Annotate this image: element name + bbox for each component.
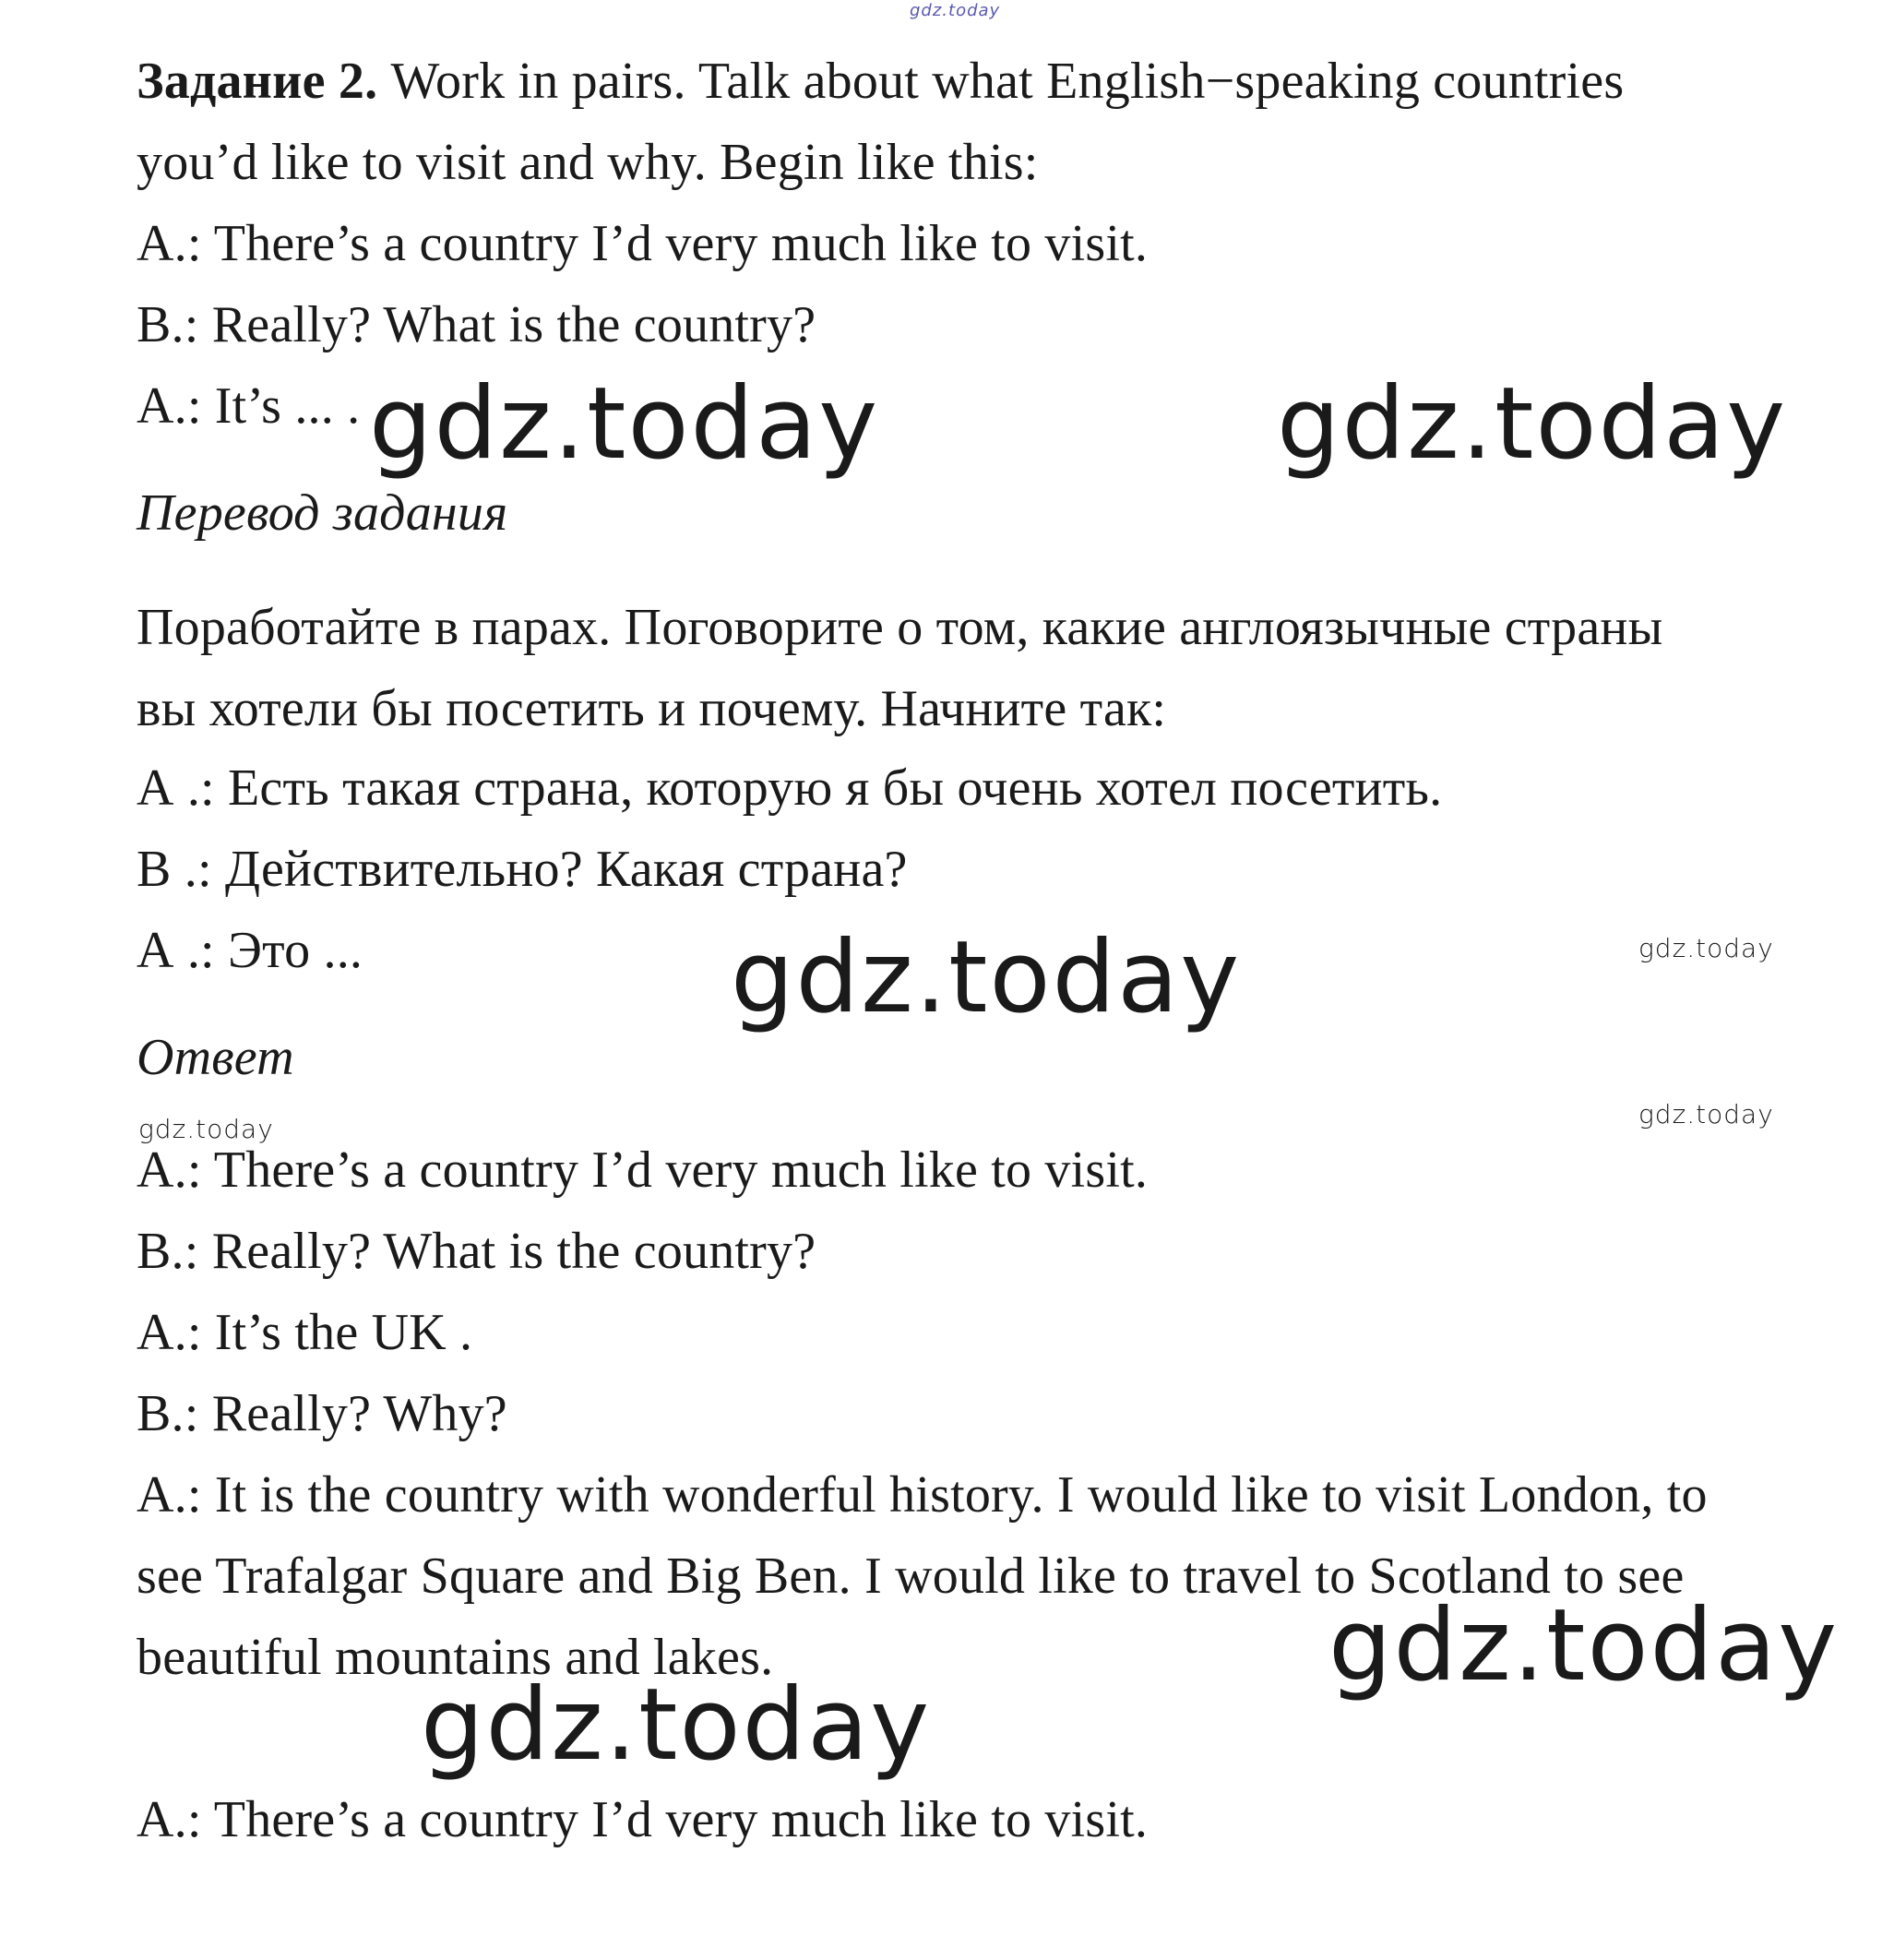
task-heading: Задание 2.	[137, 53, 378, 110]
translation-heading: Перевод задания	[137, 484, 508, 542]
answer-line-3: A.: It’s the UK .	[137, 1304, 473, 1361]
task-line-2: you’d like to visit and why. Begin like this:	[137, 134, 1039, 191]
watermark-small-2: gdz.today	[138, 1114, 274, 1144]
answer-line-6: see Trafalgar Square and Big Ben. I would like to travel to Scotland to see	[137, 1548, 1685, 1605]
watermark-big-3: gdz.today	[731, 920, 1242, 1035]
task-dialog-2: B.: Really? What is the country?	[137, 296, 816, 353]
task-dialog-3: A.: It’s ... .	[137, 377, 361, 435]
translation-line-1: Поработайте в парах. Поговорите о том, какие англоязычные страны	[137, 599, 1663, 656]
task-line-1-text: Work in pairs. Talk about what English−speaking countries	[377, 53, 1625, 110]
watermark-small-1: gdz.today	[1638, 933, 1774, 963]
watermark-big-2: gdz.today	[1277, 366, 1788, 482]
watermark-big-4: gdz.today	[1328, 1588, 1840, 1703]
answer-line-4: B.: Really? Why?	[137, 1385, 507, 1442]
watermark-big-1: gdz.today	[369, 366, 880, 482]
answer-line-5: A.: It is the country with wonderful history. I would like to visit London, to	[137, 1466, 1708, 1524]
answer-heading: Ответ	[137, 1029, 294, 1086]
translation-dialog-1: А .: Есть такая страна, которую я бы очень хотел посетить.	[137, 759, 1443, 817]
task-dialog-1: A.: There’s a country I’d very much like to visit.	[137, 215, 1149, 272]
watermark-small-3: gdz.today	[1638, 1099, 1774, 1129]
task-line-1	[137, 52, 1624, 111]
answer-line-7: beautiful mountains and lakes.	[137, 1629, 774, 1686]
translation-line-2: вы хотели бы посетить и почему. Начните так:	[137, 680, 1167, 737]
translation-dialog-3: А .: Это ...	[137, 922, 363, 979]
watermark-top: gdz.today	[910, 1, 1001, 20]
translation-dialog-2: В .: Действительно? Какая страна?	[137, 841, 908, 898]
answer-line-2: B.: Really? What is the country?	[137, 1223, 816, 1280]
watermark-big-5: gdz.today	[421, 1667, 932, 1783]
answer-line-8: A.: There’s a country I’d very much like to visit.	[137, 1791, 1149, 1848]
answer-line-1: A.: There’s a country I’d very much like to visit.	[137, 1141, 1149, 1199]
